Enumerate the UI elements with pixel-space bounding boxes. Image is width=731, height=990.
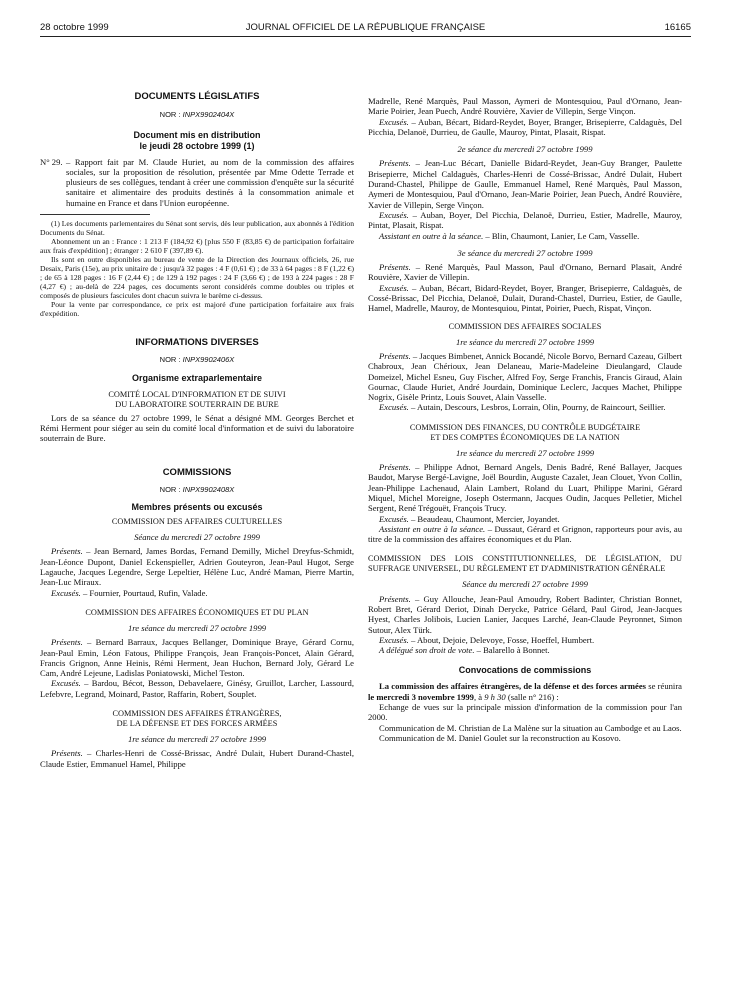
info-caps-2: DU LABORATOIRE SOUTERRAIN DE BURE — [115, 399, 279, 409]
soc-excuses: Excusés. – Autain, Descours, Lesbros, Lorrain, Olin, Pourny, de Raincourt, Seillier. — [379, 402, 666, 413]
page-header — [40, 20, 691, 36]
header-journal-title: JOURNAL OFFICIEL DE LA RÉPUBLIQUE FRANÇAISE — [245, 22, 486, 33]
docs-subtitle-1: Document mis en distribution — [133, 129, 261, 140]
etr-commission-name-1: COMMISSION DES AFFAIRES ÉTRANGÈRES, — [112, 709, 282, 719]
eco-excuses: Excusés. – Bardou, Bécot, Besson, Debavelaere, Ginésy, Gruillot, Larcher, Lassourd, Lefebvre, Legrand, Moinard, Pastor, Raffarin, Robert, Souplet. — [40, 678, 354, 699]
convocation-item-2: Communication de M. Christian de La Malène sur la situation au Cambodge et au Laos. — [379, 722, 682, 733]
soc-presents: Présents. – Jacques Bimbenet, Annick Bocandé, Nicole Borvo, Bernard Cazeau, Gilbert Chabroux, Jean Chérioux, Jean Delaneau, Marie-Madeleine Dieulangard, Claude Domeizel, Michel Esneu, Guy Fischer, Alfred Foy, Serge Franchis, Francis Giraud, Alain Gournac, Claude Huriet, André Jourdain, Dominique Leclerc, Jacques Machet, Philippe Nogrix, Gisèle Printz, Louis Souvet, Alain Vasselle. — [368, 350, 682, 403]
loi-seance: Séance du mercredi 27 octobre 1999 — [462, 579, 588, 590]
info-subtitle: Organisme extraparlementaire — [131, 372, 263, 383]
cult-commission-name: COMMISSION DES AFFAIRES CULTURELLES — [111, 517, 283, 527]
eco-presents: Présents. – Bernard Barraux, Jacques Bellanger, Dominique Braye, Gérard Cornu, Jean-Paul Emin, Léon Fatous, Philippe François, Jean François-Poncet, Alain Gérard, Francis Grignon, Anne Heinis, Rémi Herment, Jean Huchon, Bernard Joly, Gérard Le Cam, André Lejeune, Ladislas Poniatowski, Michel Teston. — [40, 637, 354, 679]
etr-presents-continued: Madrelle, René Marquès, Paul Masson, Aymeri de Montesquiou, Paul d'Ornano, Jean-Marie Poirier, Jean Puech, André Rouvière, Xavier de Villepin, Serge Vinçon. — [368, 96, 682, 117]
convocations-title: Convocations de commissions — [458, 665, 592, 676]
header-page-number: 16165 — [664, 22, 691, 33]
soc-seance: 1re séance du mercredi 27 octobre 1999 — [455, 336, 595, 347]
docs-nor: NOR : INPX9902404X — [159, 110, 235, 120]
footnote-4: Pour la vente par correspondance, ce prix est majoré d'une participation forfaitaire aux frais d'expédition. — [40, 300, 354, 319]
left-column — [40, 92, 354, 769]
footnote-2: Abonnement un an : France : 1 213 F (184,92 €) [plus 550 F (83,85 €) de participation forfaitaire aux frais d'expédition] ; étranger : 2 610 F (397,89 €). — [40, 237, 354, 256]
header-rule — [40, 36, 691, 37]
footnote-1: (1) Les documents parlementaires du Sénat sont servis, dès leur publication, aux abonnés à l'édition Documents du Sénat. — [40, 219, 354, 238]
fin-assistant: Assistant en outre à la séance. – Dussaut, Gérard et Grignon, rapporteurs pour avis, au titre de la commission des affaires économiques et du Plan. — [368, 523, 682, 545]
loi-presents: Présents. – Guy Allouche, Jean-Paul Amoudry, Robert Badinter, Christian Bonnet, Robert Bret, Gérard Deriot, Dinah Derycke, Patrice Gélard, Paul Girod, Jean-Jacques Hyest, Charles Jolibois, Lucien Lanier, Jacques Larché, Jean-Claude Peyronnet, Simon Sutour, Alex Türk. — [368, 593, 682, 635]
commissions-nor: NOR : INPX9902408X — [159, 484, 235, 494]
docs-subtitle-2: le jeudi 28 octobre 1999 (1) — [139, 140, 255, 151]
info-caps-1: COMITÉ LOCAL D'INFORMATION ET DE SUIVI — [108, 389, 286, 399]
s3-presents: Présents. – René Marquès, Paul Masson, Paul d'Ornano, Bernard Plasait, André Rouvière, Xavier de Villepin. — [368, 262, 682, 283]
etr-seance: 1re séance du mercredi 27 octobre 1999 — [127, 734, 267, 745]
s2-assistant: Assistant en outre à la séance. – Blin, Chaumont, Lanier, Le Cam, Vasselle. — [379, 230, 640, 241]
entry-number: N° 29. — [40, 156, 63, 167]
fin-presents: Présents. – Philippe Adnot, Bernard Angels, Denis Badré, René Ballayer, Jacques Baudot, Maryse Bergé-Lavigne, Joël Bourdin, Auguste Cazalet, Jean Clouet, Yvon Collin, Jean-Philippe Lachenaud, Alain Lambert, Roland du Luart, Philippe Marini, Gérard Miquel, Michel Moreigne, Joseph Ostermann, Jacques Oudin, Jacques Pelletier, Michel Sergent, René Trégouët, François Trucy. — [368, 462, 682, 514]
header-date: 28 octobre 1999 — [40, 22, 109, 33]
entry-text: – Rapport fait par M. Claude Huriet, au nom de la commission des affaires sociales, sur la proposition de résolution, présentée par Mme Odette Terrade et plusieurs de ses collègues, tendant à créer une commission d'enquête sur la sécurité sanitaire et alimentaire des produits destinés à la consommation animale et humaine en France et dans l'Union européenne. — [66, 156, 354, 208]
loi-delegue: A délégué son droit de vote. – Balarello à Bonnet. — [379, 645, 550, 656]
convocation-text: La commission des affaires étrangères, de la défense et des forces armées se réunira le mercredi 3 novembre 1999, à 9 h 30 (salle n° 216) : — [368, 681, 682, 702]
fin-commission-name-1: COMMISSION DES FINANCES, DU CONTRÔLE BUDGÉTAIRE — [409, 422, 641, 432]
right-column — [368, 96, 682, 743]
fin-commission-name-2: ET DES COMPTES ÉCONOMIQUES DE LA NATION — [430, 432, 620, 442]
info-section-title: INFORMATIONS DIVERSES — [135, 337, 259, 349]
cult-presents: Présents. – Jean Bernard, James Bordas, Fernand Demilly, Michel Dreyfus-Schmidt, Jean-Léonce Dupont, Daniel Eckenspieller, Adrien Gouteyron, Jean-Paul Hugot, Serge Lagauche, Jacques Legendre, Serge Lepeltier, Hélène Luc, André Maman, Pierre Martin, Jean-Luc Miraux. — [40, 546, 354, 588]
eco-seance: 1re séance du mercredi 27 octobre 1999 — [127, 622, 267, 633]
cult-seance: Séance du mercredi 27 octobre 1999 — [134, 532, 260, 543]
eco-commission-name: COMMISSION DES AFFAIRES ÉCONOMIQUES ET DU PLAN — [85, 607, 309, 617]
convocation-item-3: Communication de M. Daniel Goulet sur la reconstruction au Kosovo. — [379, 732, 621, 743]
loi-excuses: Excusés. – About, Dejoie, Delevoye, Fosse, Hoeffel, Humbert. — [379, 634, 595, 645]
soc-commission-name: COMMISSION DES AFFAIRES SOCIALES — [448, 321, 602, 331]
commissions-subtitle: Membres présents ou excusés — [131, 502, 263, 513]
docs-section-title: DOCUMENTS LÉGISLATIFS — [134, 91, 260, 102]
cult-excuses: Excusés. – Fournier, Pourtaud, Rufin, Valade. — [51, 587, 208, 598]
s2-excuses: Excusés. – Auban, Boyer, Del Picchia, Delanoë, Durrieu, Estier, Madrelle, Mauroy, Pintat, Plasait, Rispat. — [368, 209, 682, 231]
footnote-rule — [40, 214, 150, 215]
etr-excuses: Excusés. – Auban, Bécart, Bidard-Reydet, Boyer, Branger, Brisepierre, Caldaguès, Del Picchia, Delanoë, Durrieu, de Gaulle, Mauroy, Pintat, Plasait, Rispat. — [368, 116, 682, 137]
info-nor: NOR : INPX9902406X — [159, 355, 235, 365]
commissions-section-title: COMMISSIONS — [162, 466, 232, 478]
info-text: Lors de sa séance du 27 octobre 1999, le Sénat a désigné MM. Georges Berchet et Rémi Herment pour siéger au sein du comité local d'information et de suivi du laboratoire souterrain de Bure. — [40, 412, 354, 444]
fin-excuses: Excusés. – Beaudeau, Chaumont, Mercier, Joyandet. — [379, 513, 560, 524]
s3-seance: 3e séance du mercredi 27 octobre 1999 — [457, 247, 593, 258]
footnote-3: Ils sont en outre disponibles au bureau de vente de la Direction des Journaux officiels, 26, rue Desaix, Paris (15e), au prix unitaire de : jusqu'à 32 pages : 4 F (0,61 €) ; de 33 à 64 pages : 8 F (1,22 €) ; de 65 à 128 pages : 16 F (2,44 €) ; de 129 à 192 pages : 24 F (3,66 €) ; de 193 à 224 pages : 28 F (4,27 €) ; au-delà de 224 pages, ces documents seront considérés comme doubles ou triples et composés de plusieurs fascicules dont chacun suivra le barème ci-dessus. — [40, 255, 354, 301]
etr-presents: Présents. – Charles-Henri de Cossé-Brissac, André Dulait, Hubert Durand-Chastel, Claude Estier, Emmanuel Hamel, Philippe — [40, 748, 354, 769]
convocation-item-1: Echange de vues sur la principale mission d'information de la commission pour l'an 2000. — [368, 702, 682, 723]
etr-commission-name-2: DE LA DÉFENSE ET DES FORCES ARMÉES — [116, 719, 278, 729]
s2-presents: Présents. – Jean-Luc Bécart, Danielle Bidard-Reydet, Jean-Guy Branger, Paulette Brisepierre, Michel Caldaguès, Charles-Henri de Cossé-Brissac, André Dulait, Hubert Durand-Chastel, Philippe de Gaulle, Emmanuel Hamel, René Marquès, Paul Masson, Aymeri de Montesquiou, Paul d'Ornano, Jean-Marie Poirier, Jean Puech, André Rouvière, Xavier de Villepin, Serge Vinçon. — [368, 158, 682, 210]
s3-excuses: Excusés. – Auban, Bécart, Bidard-Reydet, Boyer, Branger, Brisepierre, Caldaguès, de Cossé-Brissac, Del Picchia, Delanoë, Dulait, Durand-Chastel, Durrieu, Estier, de Gaulle, Hamel, Madrelle, Mauroy, de Montesquiou, Pintat, Poirier, Puech, Rispat, Vinçon. — [368, 282, 682, 314]
document-entry — [40, 157, 354, 208]
s2-seance: 2e séance du mercredi 27 octobre 1999 — [457, 144, 593, 155]
fin-seance: 1re séance du mercredi 27 octobre 1999 — [455, 447, 595, 458]
loi-commission-name: COMMISSION DES LOIS CONSTITUTIONNELLES, DE LÉGISLATION, DU SUFFRAGE UNIVERSEL, DU RÈGLEMENT ET D'ADMINISTRATION GÉNÉRALE — [368, 554, 682, 574]
